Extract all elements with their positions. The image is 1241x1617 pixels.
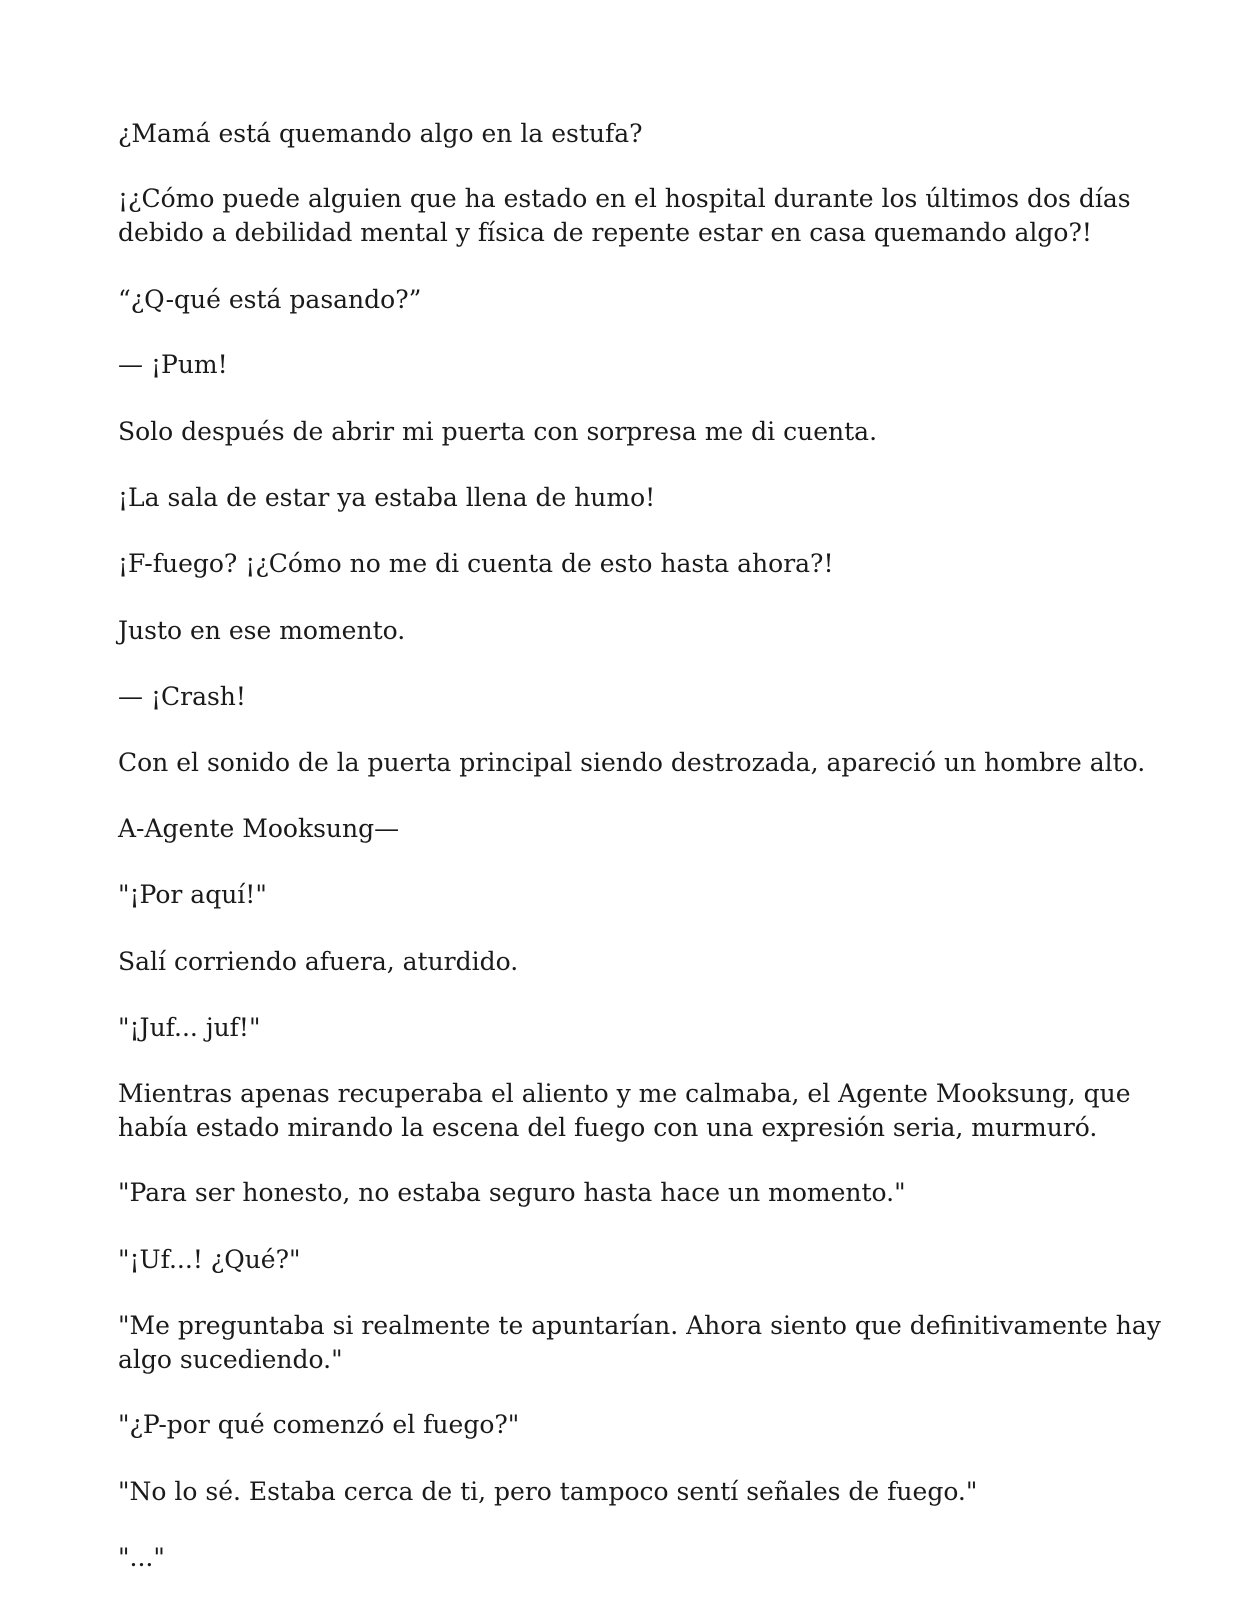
paragraph <box>118 1408 1123 1442</box>
paragraph-line: Salí corriendo afuera, aturdido. <box>118 947 519 976</box>
paragraph-line: "¡Uf...! ¿Qué?" <box>118 1245 301 1274</box>
paragraph <box>118 547 1123 581</box>
paragraph <box>118 117 1123 151</box>
paragraph <box>118 746 1146 780</box>
paragraph-line: "¡Por aquí!" <box>118 880 267 909</box>
paragraph-line: — ¡Crash! <box>118 682 246 711</box>
paragraph-line: "Me preguntaba si realmente te apuntarían. Ahora siento que definitivamente hay <box>118 1311 1161 1340</box>
paragraph <box>118 1475 1123 1509</box>
paragraph <box>118 614 1123 648</box>
paragraph-line: ¡F-fuego? ¡¿Cómo no me di cuenta de esto hasta ahora?! <box>118 549 834 578</box>
paragraph <box>118 182 1131 250</box>
paragraph-line: Mientras apenas recuperaba el aliento y me calmaba, el Agente Mooksung, que <box>118 1079 1131 1108</box>
paragraph-line: Justo en ese momento. <box>118 616 406 645</box>
paragraph <box>118 1176 1123 1210</box>
paragraph <box>118 415 1123 449</box>
paragraph-line: algo sucediendo." <box>118 1345 343 1374</box>
paragraph-line: "No lo sé. Estaba cerca de ti, pero tampoco sentí señales de fuego." <box>118 1477 978 1506</box>
paragraph <box>118 283 1123 317</box>
paragraph <box>118 1243 1123 1277</box>
paragraph-line: “¿Q-qué está pasando?” <box>118 285 422 314</box>
paragraph <box>118 1309 1161 1377</box>
paragraph <box>118 680 1123 714</box>
paragraph-line: debido a debilidad mental y física de repente estar en casa quemando algo?! <box>118 218 1092 247</box>
paragraph <box>118 481 1123 515</box>
paragraph-line: Solo después de abrir mi puerta con sorpresa me di cuenta. <box>118 417 878 446</box>
paragraph <box>118 945 1123 979</box>
paragraph-line: había estado mirando la escena del fuego con una expresión seria, murmuró. <box>118 1113 1098 1142</box>
paragraph-line: "¿P-por qué comenzó el fuego?" <box>118 1410 520 1439</box>
paragraph-line: ¡La sala de estar ya estaba llena de humo! <box>118 483 656 512</box>
paragraph-line: ¿Mamá está quemando algo en la estufa? <box>118 119 643 148</box>
paragraph-line: "..." <box>118 1543 165 1572</box>
paragraph <box>118 1541 1123 1575</box>
paragraph <box>118 1077 1131 1145</box>
paragraph-line: A-Agente Mooksung— <box>118 814 400 843</box>
paragraph-line: "¡Juf... juf!" <box>118 1013 261 1042</box>
paragraph-line: ¡¿Cómo puede alguien que ha estado en el hospital durante los últimos dos días <box>118 184 1131 213</box>
paragraph-line: Con el sonido de la puerta principal siendo destrozada, apareció un hombre alto. <box>118 748 1146 777</box>
paragraph <box>118 348 1123 382</box>
paragraph <box>118 812 1123 846</box>
paragraph-line: — ¡Pum! <box>118 350 228 379</box>
paragraph <box>118 878 1123 912</box>
paragraph-line: "Para ser honesto, no estaba seguro hasta hace un momento." <box>118 1178 906 1207</box>
paragraph <box>118 1011 1123 1045</box>
